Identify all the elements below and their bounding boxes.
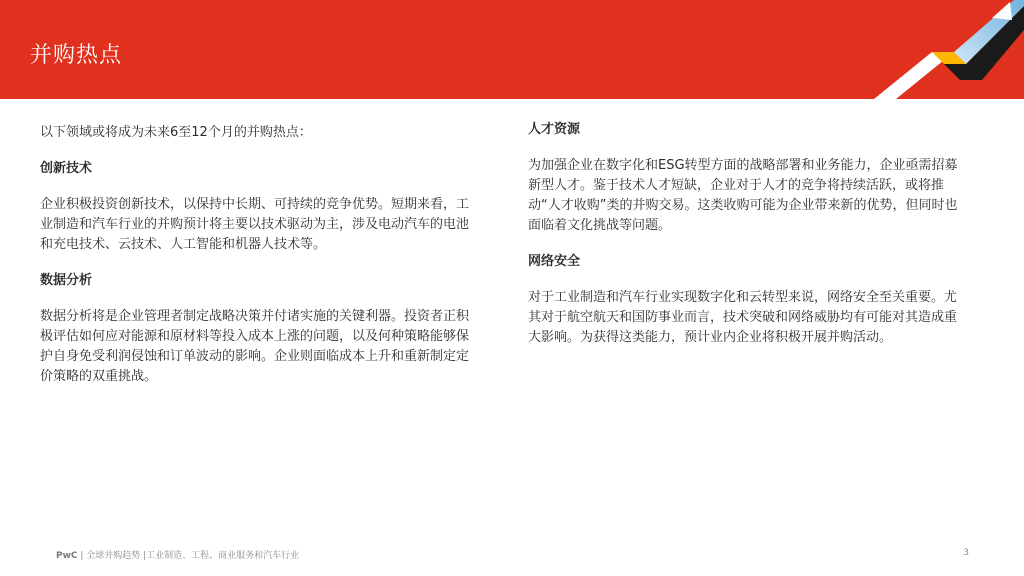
page-title: 并购热点 [30, 43, 123, 68]
header-banner [0, 0, 1024, 99]
section-heading-innovation: 创新技术 [40, 161, 93, 176]
section-body-cybersecurity: 对于工业制造和汽车行业实现数字化和云转型来说，网络安全至关重要。尤其对于航空航天和国防事业而言，技术突破和网络威胁均有可能对其造成重大影响。为获得这类能力，预计业内企业将积极开展并购活动。 [528, 290, 958, 345]
left-column [40, 120, 480, 387]
section-heading-cybersecurity: 网络安全 [528, 254, 581, 269]
footer-brand: PwC [56, 551, 78, 561]
footer [56, 548, 299, 561]
arrow-graphic-icon [874, 0, 1024, 99]
section-heading-data-analytics: 数据分析 [40, 273, 93, 288]
section-body-data-analytics: 数据分析将是企业管理者制定战略决策并付诸实施的关键利器。投资者正积极评估如何应对能源和原材料等投入成本上涨的问题，以及何种策略能够保护自身免受利润侵蚀和订单波动的影响。企业则面临成本上升和重新制定定价策略的双重挑战。 [40, 309, 470, 384]
intro-text: 以下领域或将成为未来6至12个月的并购热点： [40, 125, 312, 140]
section-body-innovation: 企业积极投资创新技术，以保持中长期、可持续的竞争优势。短期来看，工业制造和汽车行业的并购预计将主要以技术驱动为主，涉及电动汽车的电池和充电技术、云技术、人工智能和机器人技术等。 [40, 197, 470, 252]
footer-text: | 全球并购趋势 |工业制造、工程、商业服务和汽车行业 [77, 551, 300, 561]
section-body-talent: 为加强企业在数字化和ESG转型方面的战略部署和业务能力，企业亟需招募新型人才。鉴于技术人才短缺，企业对于人才的竞争将持续活跃，或将推动“人才收购”类的并购交易。这类收购可能为企业带来新的优势，但同时也面临着文化挑战等问题。 [528, 158, 958, 233]
section-heading-talent: 人才资源 [528, 122, 581, 137]
right-column [528, 120, 958, 348]
page-number: 3 [963, 548, 969, 558]
